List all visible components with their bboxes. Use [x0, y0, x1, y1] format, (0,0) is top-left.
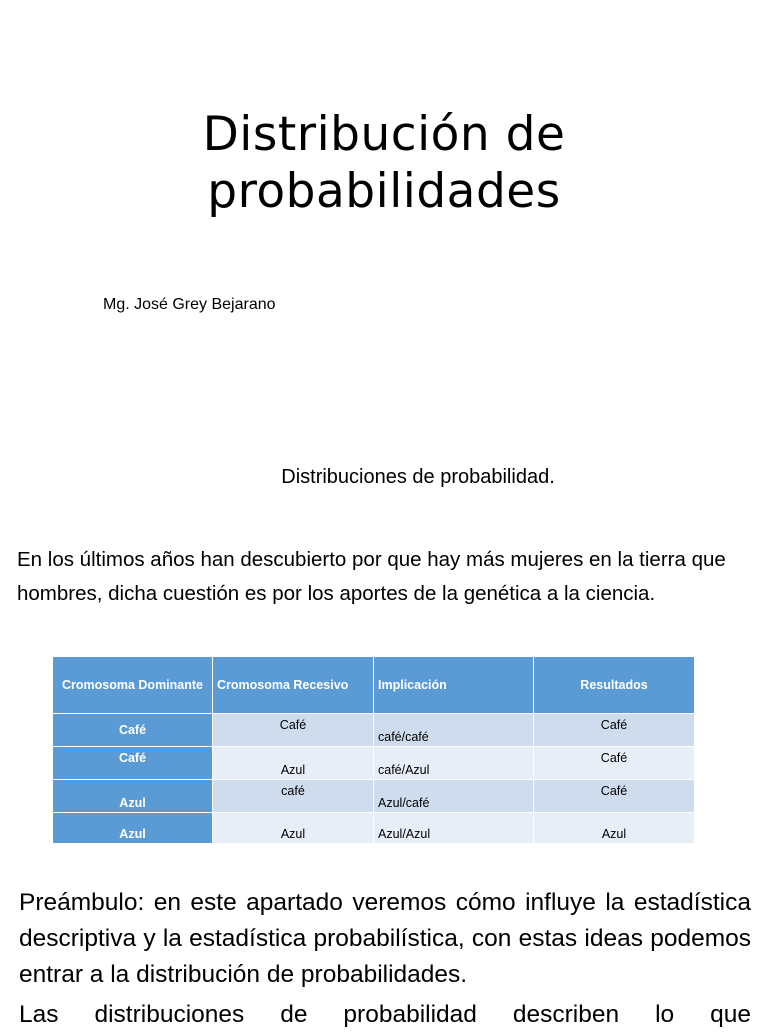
cell-dominant: Azul [53, 813, 213, 844]
cell-recessive: Azul [213, 747, 374, 780]
cell-recessive: Azul [213, 813, 374, 844]
cell-dominant: Azul [53, 780, 213, 813]
chromosome-table [52, 656, 695, 844]
cell-implication: Azul/Azul [374, 813, 534, 844]
table-row [53, 780, 695, 813]
body-paragraphs [19, 885, 751, 1033]
cell-implication: café/Azul [374, 747, 534, 780]
cell-result: Café [534, 780, 695, 813]
table-row [53, 813, 695, 844]
cell-recessive: café [213, 780, 374, 813]
table-header-row [53, 657, 695, 714]
intro-paragraph: En los últimos años han descubierto por que hay más mujeres en la tierra que hombres, dicha cuestión es por los aportes de la genética a la ciencia. [17, 548, 726, 605]
cell-result: Café [534, 747, 695, 780]
table-row [53, 714, 695, 747]
cell-result: Azul [534, 813, 695, 844]
cell-implication: Azul/café [374, 780, 534, 813]
cell-implication: café/café [374, 714, 534, 747]
author-name: Mg. José Grey Bejarano [103, 296, 276, 313]
cell-result: Café [534, 714, 695, 747]
header-dominant: Cromosoma Dominante [53, 657, 213, 714]
page-title [0, 106, 768, 220]
cell-dominant: Café [53, 714, 213, 747]
cell-recessive: Café [213, 714, 374, 747]
cell-dominant: Café [53, 747, 213, 780]
header-results: Resultados [534, 657, 695, 714]
preamble-paragraph: Preámbulo: en este apartado veremos cómo influye la estadística descriptiva y la estadística probabilística, con estas ideas podemos entrar a la distribución de probabilidades. [19, 889, 751, 988]
table-row [53, 747, 695, 780]
section-subheading: Distribuciones de probabilidad. [281, 466, 555, 488]
header-implication: Implicación [374, 657, 534, 714]
distributions-paragraph: Las distribuciones de probabilidad describen lo que [19, 1001, 751, 1028]
header-recessive: Cromosoma Recesivo [213, 657, 374, 714]
title-line-2: probabilidades [207, 164, 561, 219]
title-line-1: Distribución de [202, 107, 566, 162]
